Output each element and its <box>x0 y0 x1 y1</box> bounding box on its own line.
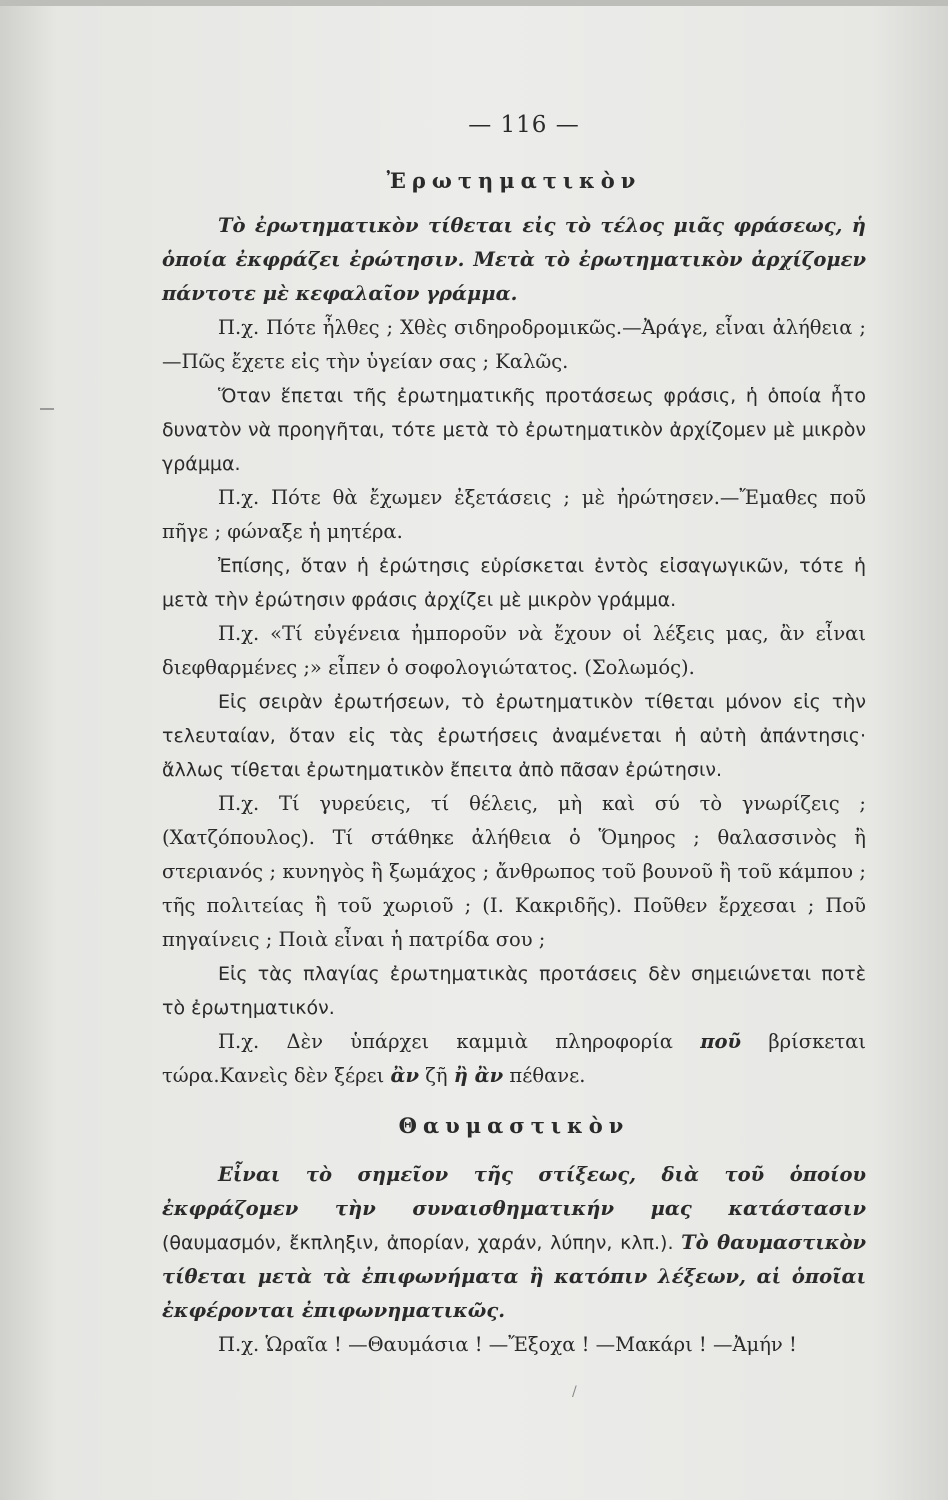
section-heading-question-mark: Ἐρωτηματικὸν <box>386 168 642 193</box>
paragraph-example-6: Π.χ. Ὡραῖα ! —Θαυμάσια ! —Ἔξοχα ! —Μακάρι ! —Ἀμήν ! <box>218 1333 797 1356</box>
paragraph-indirect-question-rule: Εἰς τὰς πλαγίας ἐρωτηματικὰς προτάσεις δὲν σημειώνεται ποτὲ τὸ ἐρωτηματικόν. <box>162 963 866 1019</box>
example-5-text-d: πέθανε. <box>503 1064 586 1087</box>
paragraph-example-2: Π.χ. Πότε θὰ ἔχωμεν ἐξετάσεις ; μὲ ἠρώτησεν.—Ἔμαθες ποῦ πῆγε ; φώναξε ἡ μητέρα. <box>162 486 866 543</box>
paragraph-example-5 <box>162 1025 866 1093</box>
example-5-emphasis-c: ἢ ἂν <box>453 1064 504 1087</box>
page-top-edge <box>0 0 948 6</box>
example-5-text-b: βρίσκεται τώρα.Κανεὶς δὲν ξέρει <box>162 1030 866 1087</box>
example-5-text-c: ζῆ <box>419 1064 454 1087</box>
paragraph-example-3: Π.χ. «Τί εὐγένεια ἠμποροῦν νὰ ἔχουν οἱ λέξεις μας, ἂν εἶναι διεφθαρμένες ;» εἶπεν ὁ σοφολογιώτατος. (Σολωμός). <box>162 622 866 679</box>
paragraph-following-clause-rule: Ὅταν ἕπεται τῆς ἐρωτηματικῆς προτάσεως φράσις, ἡ ὁποία ἦτο δυνατὸν νὰ προηγῆται, τότε μετὰ τὸ ἐρωτηματικὸν ἀρχίζομεν μὲ μικρὸν γράμμα. <box>162 385 866 475</box>
paragraph-example-4: Π.χ. Τί γυρεύεις, τί θέλεις, μὴ καὶ σύ τὸ γνωρίζεις ; (Χατζόπουλος). Τί στάθηκε ἀλήθεια ὁ Ὅμηρος ; θαλασσινὸς ἢ στεριανός ; κυνηγὸς ἢ ξωμάχος ; ἄνθρωπος τοῦ βουνοῦ ἢ τοῦ κάμπου ; τῆς πολιτείας ἢ τοῦ χωριοῦ ; (Ι. Κακριδῆς). Ποῦθεν ἔρχεσαι ; Ποῦ πηγαίνεις ; Ποιὰ εἶναι ἡ πατρίδα σου ; <box>162 792 866 951</box>
paragraph-question-rule: Τὸ ἐρωτηματικὸν τίθεται εἰς τὸ τέλος μιᾶς φράσεως, ἡ ὁποία ἐκφράζει ἐρώτησιν. Μετὰ τὸ ἐρωτηματικὸν ἀρχίζομεν πάντοτε μὲ κεφαλαῖον γράμμα. <box>162 214 866 305</box>
paragraph-quotation-rule: Ἐπίσης, ὅταν ἡ ἐρώτησις εὑρίσκεται ἐντὸς εἰσαγωγικῶν, τότε ἡ μετὰ τὴν ἐρώτησιν φράσις ἀρχίζει μὲ μικρὸν γράμμα. <box>162 555 866 611</box>
paragraph-series-rule: Εἰς σειρὰν ἐρωτήσεων, τὸ ἐρωτηματικὸν τίθεται μόνον εἰς τὴν τελευταίαν, ὅταν εἰς τὰς ἐρωτήσεις ἀναμένεται ἡ αὐτὴ ἀπάντησις· ἄλλως τίθεται ἐρωτηματικὸν ἔπειτα ἀπὸ πᾶσαν ἐρώτησιν. <box>162 691 866 781</box>
section-heading-exclamation-mark: Θαυμαστικὸν <box>398 1113 630 1138</box>
margin-mark <box>40 408 54 410</box>
page-number: — 116 — <box>468 112 580 138</box>
exclamation-rule-plain: (θαυμασμόν, ἔκπληξιν, ἀπορίαν, χαράν, λύπην, κλπ.). <box>162 1232 682 1254</box>
paragraph-example-1: Π.χ. Πότε ἦλθες ; Χθὲς σιδηροδρομικῶς.—Ἀράγε, εἶναι ἀλήθεια ;—Πῶς ἔχετε εἰς τὴν ὑγείαν σας ; Καλῶς. <box>162 316 866 373</box>
example-5-text-a: Π.χ. Δὲν ὑπάρχει καμμιὰ πληροφορία <box>218 1030 701 1053</box>
example-5-emphasis-b: ἂν <box>390 1064 420 1087</box>
example-5-emphasis-a: ποῦ <box>700 1030 742 1053</box>
exclamation-rule-bold-a: Εἶναι τὸ σημεῖον τῆς στίξεως, διὰ τοῦ ὁποίου ἐκφράζομεν τὴν συναισθηματικήν μας κατάστασιν <box>162 1163 866 1220</box>
paragraph-exclamation-rule <box>162 1158 866 1328</box>
exclamation-rule-bold-b: Τὸ θαυμαστικὸν τίθεται μετὰ τὰ ἐπιφωνήματα ἢ κατόπιν λέξεων, αἱ ὁποῖαι ἐκφέρονται ἐπιφωνηματικῶς. <box>162 1231 866 1322</box>
stray-mark: / <box>572 1384 577 1400</box>
